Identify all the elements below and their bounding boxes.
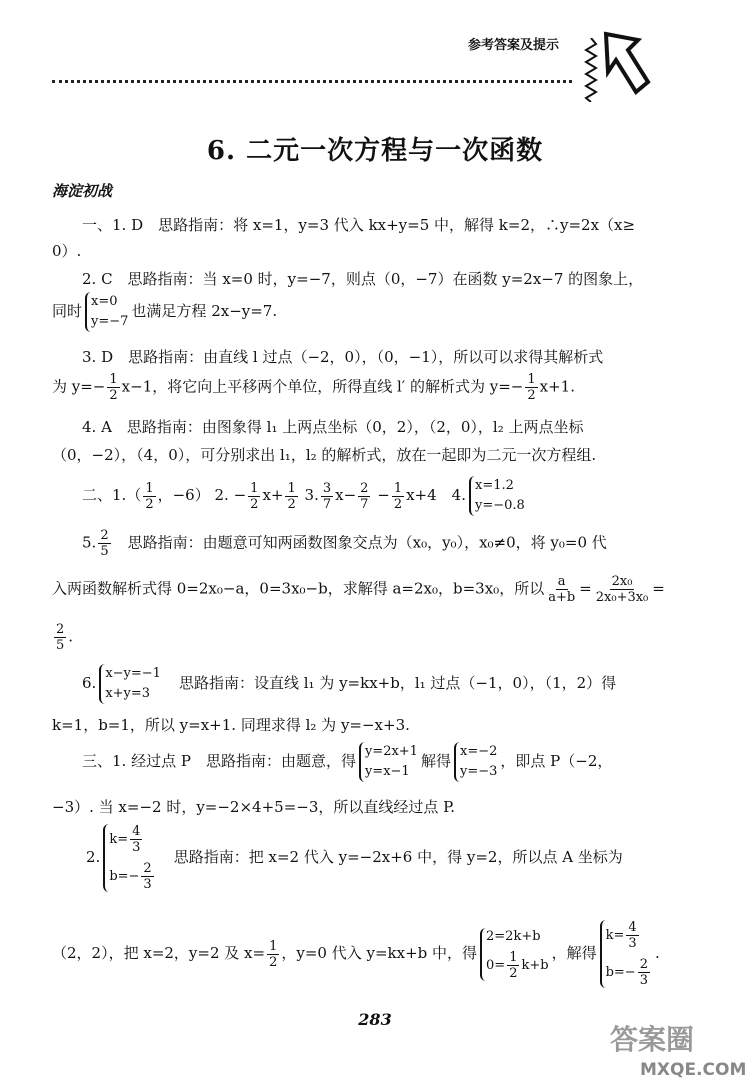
equation-system: x=−2 y=−3: [454, 742, 497, 782]
equation-system: 2=2k+b 0= $\frac{1}{2}$ k+b: [480, 928, 549, 981]
equation-system: x=1.2 y=−0.8: [469, 476, 525, 516]
answer-line: （0，−2），（4，0），可分别求出 l₁，l₂ 的解析式，放在一起即为二元一次方程组.: [52, 446, 597, 464]
answer-line: 2. C 思路指南：当 x=0 时，y=−7，则点（0，−7）在函数 y=2x−7 的图象上，: [82, 270, 644, 288]
fraction: $\frac{2}{5}$: [100, 528, 109, 559]
fraction: $\frac{a}{a+b}$: [548, 574, 576, 605]
answer-line: 6. x−y=−1 x+y=3 思路指南：设直线 l₁ 为 y=kx+b，l₁ 过点（−1，0），（1，2）得: [82, 664, 616, 704]
fraction: $\frac{2}{7}$: [360, 480, 369, 512]
fraction: $\frac{3}{7}$: [322, 480, 332, 512]
answer-line: 4. A 思路指南：由图象得 l₁ 上两点坐标（0，2），（2，0），l₂ 上两点坐标: [82, 418, 584, 436]
fraction: $\frac{1}{2}$: [269, 938, 278, 970]
answer-line: 二、1.（ $\frac{1}{2}$ ，−6） 2. − $\frac{1}{2}$ x+ $\frac{1}{2}$ 3. $\frac{3}{7}$ x− $\frac{2}{7}$ − $\frac{1}{2}$ x+4 4. x=1.2 y=−0.8: [82, 476, 528, 516]
page-number: 283: [358, 1010, 392, 1029]
answer-line: 5. $\frac{2}{5}$ 思路指南：由题意可知两函数图象交点为（x₀，y₀），x₀≠0，将 y₀=0 代: [82, 528, 607, 559]
answer-line: k=1，b=1，所以 y=x+1. 同理求得 l₂ 为 y=−x+3.: [52, 716, 410, 734]
fraction: $\frac{1}{2}$: [250, 480, 259, 512]
fraction: $\frac{\text{2x₀}}{\text{2x₀+3x₀}}$: [595, 574, 649, 605]
equation-system: y=2x+1 y=x−1: [359, 742, 418, 782]
equation-system: k= $\frac{4}{3}$ b=− $\frac{2}{3}$: [600, 920, 652, 988]
page-title: 6. 二元一次方程与一次函数: [206, 136, 544, 166]
answer-line: 2. k= $\frac{4}{3}$ b=− $\frac{2}{3}$ 思路指南：把 x=2 代入 y=−2x+6 中，得 y=2，所以点 A 坐标为: [86, 824, 623, 892]
fraction: $\frac{1}{2}$: [287, 480, 296, 512]
equation-system: x−y=−1 x+y=3: [99, 664, 161, 704]
fraction: $\frac{1}{2}$: [527, 372, 536, 403]
answer-line: 三、1. 经过点 P 思路指南：由题意，得 y=2x+1 y=x−1 解得 x=−2 y=−3 ，即点 P（−2，: [82, 742, 612, 782]
answer-line: $\frac{2}{5}$ .: [56, 622, 74, 653]
fraction: $\frac{1}{2}$: [145, 480, 154, 512]
watermark-logo: 答案圈: [610, 1023, 695, 1056]
answer-line: （2，2），把 x=2，y=2 及 x= $\frac{1}{2}$ ，y=0 代入 y=kx+b 中，得 2=2k+b 0= $\frac{1}{2}$ k+b ，解得 k= $\frac{4}{3}$ b=− $\frac{2}{3}$ .: [52, 920, 660, 988]
equation-system: x=0 y=−7: [85, 292, 128, 332]
answer-line: 同时 x=0 y=−7 也满足方程 2x−y=7.: [52, 292, 277, 332]
answer-line: 3. D 思路指南：由直线 l 过点（−2，0），（0，−1），所以可以求得其解析式: [82, 348, 604, 366]
equation-system: k= $\frac{4}{3}$ b=− $\frac{2}{3}$: [103, 824, 155, 892]
fraction: $\frac{1}{2}$: [393, 480, 403, 512]
answer-line: 一、1. D 思路指南：将 x=1，y=3 代入 kx+y=5 中，解得 k=2，∴y=2x（x≥: [82, 216, 636, 234]
answer-line: 0）.: [52, 242, 82, 260]
answer-line: −3）. 当 x=−2 时，y=−2×4+5=−3，所以直线经过点 P.: [52, 798, 455, 816]
watermark-site: MXQE.COM: [640, 1060, 747, 1080]
answer-line: 入两函数解析式得 0=2x₀−a，0=3x₀−b，求解得 a=2x₀，b=3x₀，所以 $\frac{a}{a+b}$ = $\frac{\text{2x₀}}{\text{2x₀+3x₀}}$ =: [52, 574, 665, 605]
answer-line: 为 y=− $\frac{1}{2}$ x−1，将它向上平移两个单位，所得直线 l′ 的解析式为 y=− $\frac{1}{2}$ x+1.: [52, 372, 575, 403]
section-heading: 海淀初战: [52, 182, 113, 200]
header-label: 参考答案及提示: [468, 38, 560, 53]
fraction: $\frac{2}{5}$: [56, 622, 65, 653]
arrow-icon: [602, 30, 652, 114]
zigzag-divider-icon: [584, 38, 598, 106]
header-rule: [52, 80, 572, 83]
fraction: $\frac{1}{2}$: [109, 372, 118, 403]
